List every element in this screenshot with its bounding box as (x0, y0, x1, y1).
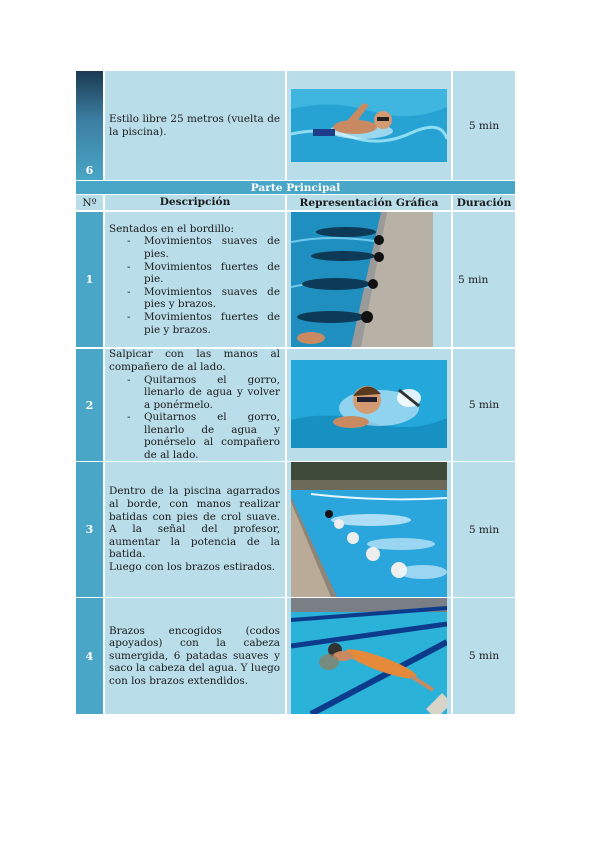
table-row (76, 349, 515, 461)
description-intro: Dentro de la piscina agarrados al borde, con manos realizar batidas con pies de crol suave. A la señal del profesor, aumentar la potencia de la batida. (109, 485, 280, 561)
row-description (105, 598, 285, 714)
table-row (76, 71, 515, 180)
row-description (105, 212, 285, 347)
row-duration (453, 349, 515, 461)
description-text: Estilo libre 25 metros (vuelta de la piscina). (109, 112, 280, 138)
description-intro: Salpicar con las manos al compañero de al lado. (109, 348, 280, 373)
table-row (76, 598, 515, 714)
row-graphic (287, 462, 451, 597)
row-number: 2 (76, 349, 103, 461)
header-description: Descripción (105, 195, 285, 210)
duration-text: 5 min (458, 273, 489, 286)
list-item: - Movimientos suaves de pies y brazos. (127, 286, 280, 311)
row-graphic (287, 71, 451, 180)
list-item: - Movimientos fuertes de pie y brazos. (127, 311, 280, 336)
header-number: Nº (76, 195, 103, 210)
duration-text: 5 min (468, 399, 500, 411)
duration-text: 5 min (468, 119, 500, 132)
kids-kicking-at-edge-photo (291, 212, 433, 347)
header-graphic: Representación Gráfica (287, 195, 451, 210)
description-intro: Brazos encogidos (codos apoyados) con la cabeza sumergida, 6 patadas suaves y saco la cabeza del agua. Y luego con los brazos extendidos. (109, 624, 280, 687)
description-list (109, 374, 280, 462)
description-list (109, 235, 280, 336)
list-item: - Movimientos fuertes de pie. (127, 261, 280, 286)
description-intro: Sentados en el bordillo: (109, 222, 235, 235)
section-title (76, 181, 515, 194)
row-graphic (287, 349, 451, 461)
row-description (105, 71, 285, 180)
row-graphic (287, 598, 451, 714)
kid-splashing-photo (291, 360, 447, 448)
row-description (105, 349, 285, 461)
list-item: - Quitarnos el gorro, llenarlo de agua y ponérselo al compañero de al lado. (127, 411, 280, 461)
duration-text: 5 min (468, 650, 500, 662)
description-outro: Luego con los brazos estirados. (109, 560, 276, 573)
table-row (76, 212, 515, 347)
header-duration: Duración (453, 195, 515, 210)
list-item: - Movimientos suaves de pies. (127, 235, 280, 260)
row-number: 4 (76, 598, 103, 714)
row-number-text: 6 (85, 164, 94, 177)
row-duration (453, 71, 515, 180)
swimmer-freestyle-photo (291, 89, 447, 162)
row-description (105, 462, 285, 597)
row-duration (453, 462, 515, 597)
row-graphic (287, 212, 451, 347)
row-number: 3 (76, 462, 103, 597)
kids-holding-edge-photo (291, 462, 447, 597)
table-header (76, 195, 515, 210)
section-title-text: Parte Principal (250, 181, 341, 194)
table-row (76, 462, 515, 597)
list-item: - Quitarnos el gorro, llenarlo de agua y volver a ponérmelo. (127, 374, 280, 412)
row-number: 1 (76, 212, 103, 347)
swimmer-kicking-photo (291, 598, 447, 714)
row-duration (453, 212, 515, 347)
row-number (76, 71, 103, 180)
row-duration (453, 598, 515, 714)
duration-text: 5 min (468, 523, 500, 536)
